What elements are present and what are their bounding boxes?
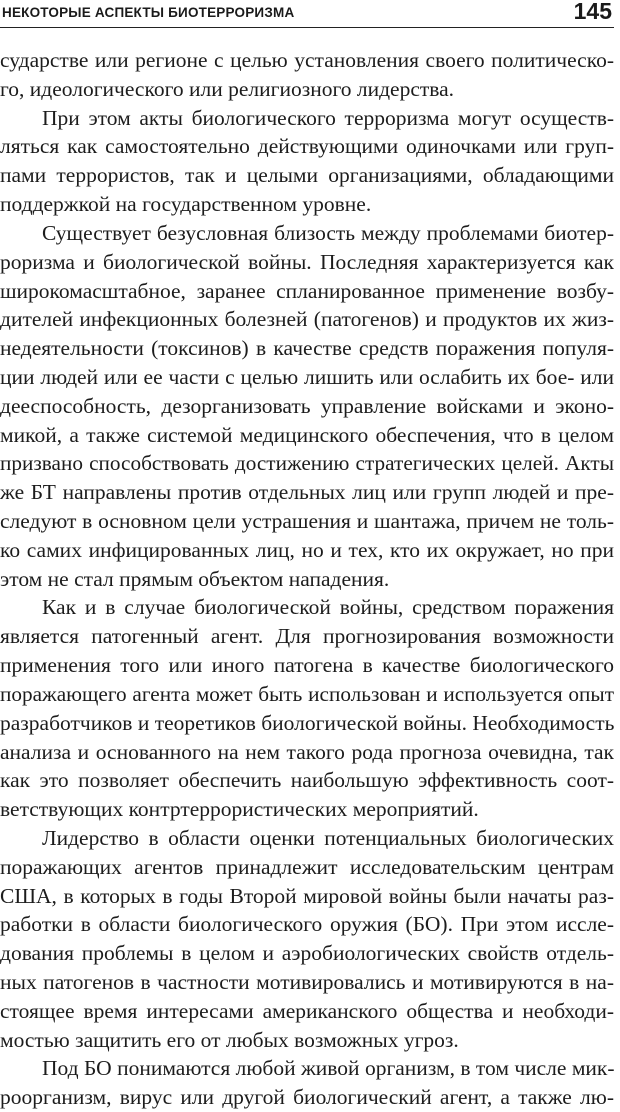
text-line: го, идеологического или религиозного лидерства.	[0, 76, 455, 101]
text-line: ветствующих контртеррористических мероприятий.	[0, 797, 479, 822]
text-line: этом не стал прямым объектом нападения.	[0, 566, 390, 591]
text-line: поражающих агентов принадлежит исследовательским центрам	[0, 854, 614, 879]
text-line: сударстве или регионе с целью установления своего политическо-	[0, 48, 614, 72]
text-line: Существует безусловная близость между проблемами биотер-	[42, 220, 614, 245]
text-line: широкомасштабное, заранее спланированное применение возбу-	[0, 278, 614, 303]
text-line: роризма и биологической войны. Последняя характеризуется как	[0, 249, 614, 274]
text-line: Лидерство в области оценки потенциальных биологических	[42, 825, 614, 850]
running-title: НЕКОТОРЫЕ АСПЕКТЫ БИОТЕРРОРИЗМА	[2, 5, 295, 20]
text-line: При этом акты биологического терроризма могут осуществ-	[42, 105, 614, 130]
text-line: дителей инфекционных болезней (патогенов) и продуктов их жиз-	[0, 307, 614, 332]
text-line: поражающего агента может быть использован и используется опыт	[0, 681, 614, 706]
text-line: Как и в случае биологической войны, средством поражения	[42, 595, 614, 620]
text-line: поддержкой на государственном уровне.	[0, 192, 372, 217]
text-line: разработчиков и теоретиков биологической войны. Необходимость	[0, 710, 615, 735]
text-line: как это позволяет обеспечить наибольшую эффективность соот-	[0, 768, 614, 793]
text-line: ных патогенов в частности мотивировались и мотивируются в на-	[0, 970, 614, 994]
text-line: призвано способствовать достижению стратегических целей. Акты	[0, 451, 614, 476]
body-text	[0, 46, 614, 1112]
text-line: стоящее время интересами американского общества и необходи-	[0, 998, 614, 1023]
text-line: ляться как самостоятельно действующими одиночками или груп-	[0, 134, 614, 159]
text-line: дееспособность, дезорганизовать управление войсками и эконо-	[0, 393, 614, 418]
text-line: пами террористов, так и целыми организациями, обладающими	[0, 163, 614, 188]
page-header	[0, 0, 614, 28]
text-line: ции людей или ее части с целью лишить или ослабить их бое- или	[0, 364, 614, 389]
text-line: анализа и основанного на нем такого рода прогноза очевидна, так	[0, 739, 614, 764]
text-line: недеятельности (токсинов) в качестве средств поражения популя-	[0, 336, 614, 361]
text-line: применения того или иного патогена в качестве биологического	[0, 653, 614, 678]
text-line: дования проблемы в целом и аэробиологических свойств отдель-	[0, 941, 614, 966]
text-line: же БТ направлены против отдельных лиц или групп людей и пре-	[0, 480, 614, 505]
text-line: следуют в основном цели устрашения и шантажа, причем не толь-	[0, 509, 614, 533]
text-line: Под БО понимаются любой живой организм, в том числе мик-	[42, 1056, 615, 1081]
text-line: является патогенный агент. Для прогнозирования возможности	[0, 624, 614, 649]
text-line: мостью защитить его от любых возможных угроз.	[0, 1027, 459, 1052]
text-line: ко самих инфицированных лиц, но и тех, кто их окружает, но при	[0, 537, 614, 562]
page-number: 145	[573, 0, 612, 24]
text-line: США, в которых в годы Второй мировой войны были начаты раз-	[0, 883, 614, 908]
text-line: микой, а также системой медицинского обеспечения, что в целом	[0, 422, 614, 447]
text-line: роорганизм, вирус или другой биологический агент, а также лю-	[0, 1085, 614, 1110]
text-line: работки в области биологического оружия (БО). При этом иссле-	[0, 912, 614, 937]
